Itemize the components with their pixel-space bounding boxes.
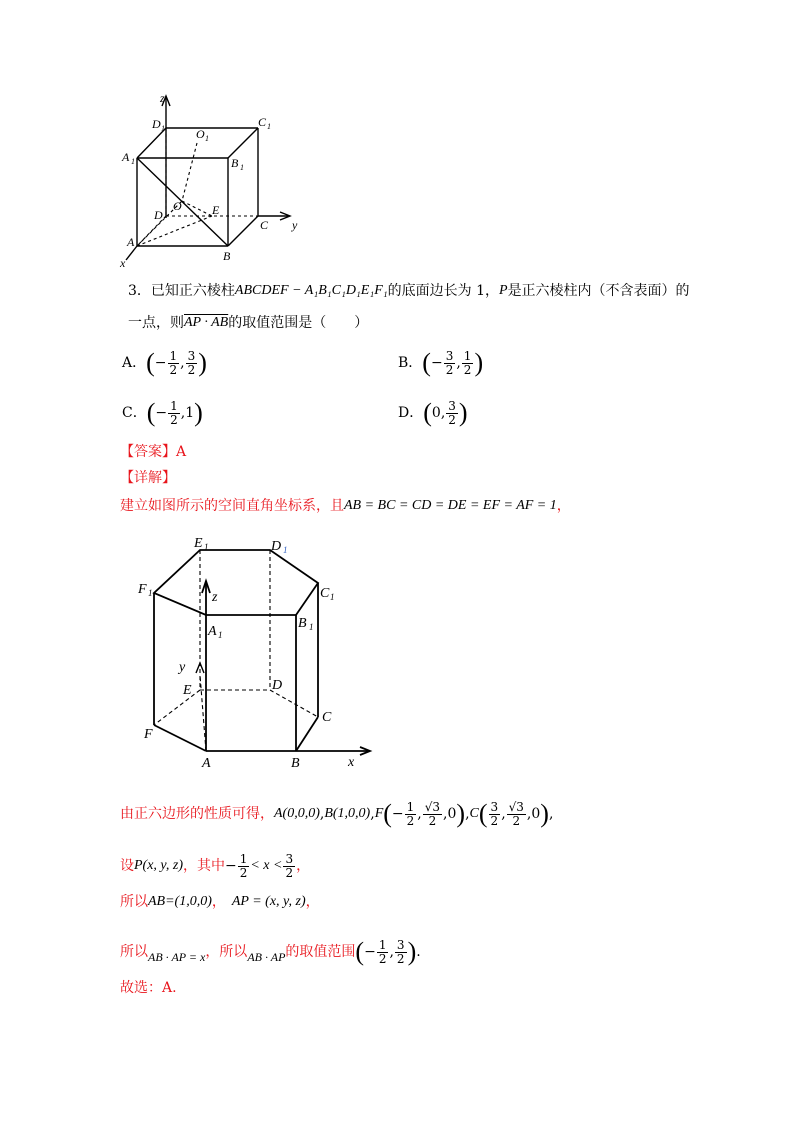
vector-expression: AP · AB (184, 315, 229, 330)
question-line-2: 一点，则 AP · AB 的取值范围是（ ） (128, 315, 369, 331)
svg-text:E: E (212, 203, 220, 217)
option-c[interactable]: C． ( − $\frac{1}{2}$ , 1 ) (122, 398, 203, 427)
svg-text:B: B (291, 756, 300, 771)
detail-line-4: 所以 AB=(1,0,0) ， AP = (x, y, z) ， (120, 894, 320, 910)
question-line-1: 3． 已知正六棱柱 ABCDEF − A₁B₁C₁D₁E₁F₁ 的底面边长为 1， P 是正六棱柱内（不含表面）的 (128, 283, 690, 299)
hexagonal-prism-figure (130, 525, 390, 775)
svg-text:y: y (179, 660, 186, 675)
svg-text:A: A (127, 235, 135, 249)
svg-text:y: y (292, 218, 298, 232)
detail-line-3: 设 P(x, y, z) ，其中 − $\frac{1}{2}$ < x < $\frac{3}{2}$ ， (120, 851, 311, 880)
svg-text:B: B (231, 156, 239, 170)
detail-line-1: 建立如图所示的空间直角坐标系，且 AB = BC = CD = DE = EF = AF = 1 ， (120, 498, 571, 514)
conclusion: 故选：A. (120, 980, 177, 996)
cube-figure (110, 88, 310, 273)
svg-text:x: x (120, 256, 126, 270)
answer-label: 【答案】A (120, 444, 187, 460)
svg-text:F: F (144, 727, 153, 742)
svg-text:B: B (298, 616, 307, 631)
prism-name: ABCDEF − A₁B₁C₁D₁E₁F₁ (234, 283, 388, 298)
svg-text:1: 1 (330, 592, 335, 602)
svg-text:1: 1 (148, 588, 153, 598)
detail-line-5: 所以 AB · AP = x ，所以 AB · AP 的取值范围 ( − $\frac{1}{2}$ , $\frac{3}{2}$ ) . (120, 937, 421, 966)
svg-text:1: 1 (240, 163, 244, 172)
svg-text:1: 1 (218, 630, 223, 640)
svg-text:x: x (348, 755, 355, 770)
svg-text:D: D (154, 208, 163, 222)
svg-text:D: D (271, 539, 282, 554)
svg-text:O: O (196, 127, 205, 141)
svg-text:1: 1 (309, 622, 314, 632)
svg-text:E: E (194, 536, 203, 551)
svg-text:A: A (202, 756, 211, 771)
svg-text:E: E (183, 683, 192, 698)
svg-text:1: 1 (283, 545, 288, 555)
option-b[interactable]: B． ( − $\frac{3}{2}$ , $\frac{1}{2}$ ) (398, 348, 484, 377)
svg-text:A: A (208, 624, 217, 639)
svg-text:F: F (138, 582, 147, 597)
svg-text:C: C (258, 115, 267, 129)
label-z: z (160, 91, 165, 105)
svg-text:C: C (320, 586, 330, 601)
detail-label: 【详解】 (120, 470, 176, 486)
svg-text:1: 1 (205, 134, 209, 143)
svg-text:C: C (260, 218, 269, 232)
svg-text:A: A (122, 150, 130, 164)
option-d[interactable]: D． ( 0 , $\frac{3}{2}$ ) (398, 398, 468, 427)
svg-text:O: O (173, 199, 182, 213)
svg-text:C: C (322, 710, 332, 725)
svg-text:D: D (272, 678, 283, 693)
svg-text:1: 1 (267, 122, 271, 131)
svg-text:1: 1 (204, 542, 209, 552)
option-a[interactable]: A． ( − $\frac{1}{2}$ , $\frac{3}{2}$ ) (122, 348, 207, 377)
svg-text:D: D (152, 117, 161, 131)
question-number: 3． (128, 283, 151, 299)
svg-text:B: B (223, 249, 231, 263)
svg-text:1: 1 (131, 157, 135, 166)
svg-text:z: z (212, 590, 218, 605)
svg-text:1: 1 (161, 124, 165, 133)
detail-line-2: 由正六边形的性质可得， A(0,0,0) , B(1,0,0) , F ( − $\frac{1}{2}$ , $\frac{√3}{2}$ , 0 ) , C ( $\frac{3}{2}$ , $\frac{√3}{2}$ , 0 ) , (120, 799, 554, 828)
